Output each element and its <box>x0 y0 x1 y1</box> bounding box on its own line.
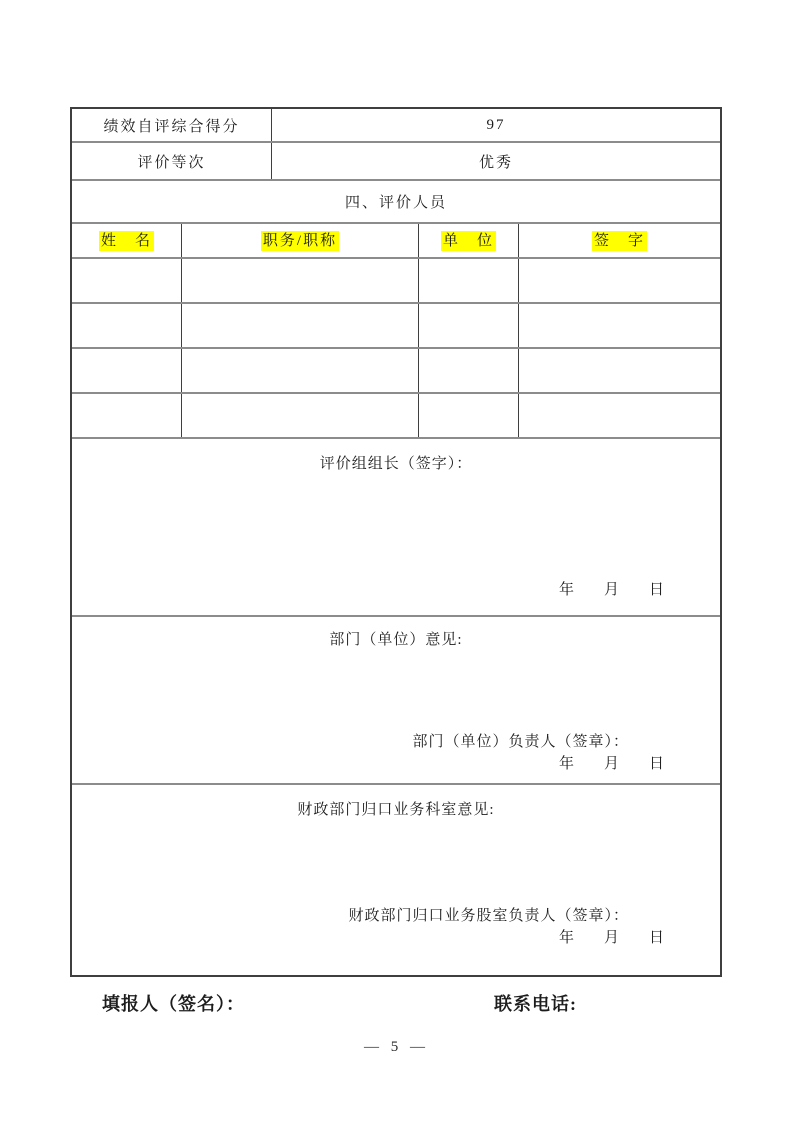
header-name-label: 姓 名 <box>100 232 152 249</box>
department-opinion-heading: 部门（单位）意见: <box>329 632 463 648</box>
header-unit-label: 单 位 <box>442 232 494 249</box>
score-label-cell <box>72 109 272 141</box>
evaluator-unit-cell <box>419 259 519 302</box>
header-signature-label: 签 字 <box>593 232 645 249</box>
finance-signature-line: 财政部门归口业务股室负责人（签章）： <box>348 908 629 924</box>
header-position-cell <box>182 224 419 257</box>
signature-space <box>72 651 720 731</box>
evaluator-row-2 <box>72 304 720 349</box>
evaluators-section-title: 四、评价人员 <box>344 195 447 211</box>
evaluator-signature-cell <box>519 394 720 437</box>
below-table-labels <box>0 990 793 1014</box>
score-label: 绩效自评综合得分 <box>103 118 240 135</box>
score-value: 97 <box>486 116 506 133</box>
evaluator-unit-cell <box>419 349 519 392</box>
department-signature-line: 部门（单位）负责人（签章）： <box>412 734 629 750</box>
evaluation-leader-heading: 评价组组长（签字）： <box>319 456 473 472</box>
evaluation-leader-date-line: 年 月 日 <box>558 582 664 598</box>
header-signature-cell <box>519 224 720 257</box>
header-name-cell <box>72 224 182 257</box>
evaluators-section-title-cell <box>72 181 720 222</box>
department-date-line: 年 月 日 <box>558 756 664 772</box>
contact-phone-label: 联系电话: <box>494 994 577 1014</box>
evaluation-leader-section <box>72 439 720 617</box>
signature-space <box>72 475 720 579</box>
evaluator-position-cell <box>182 259 419 302</box>
evaluator-name-cell <box>72 304 182 347</box>
score-row <box>72 109 720 143</box>
finance-date-line: 年 月 日 <box>558 930 664 946</box>
performance-evaluation-form-table <box>70 107 722 977</box>
evaluator-unit-cell <box>419 304 519 347</box>
preparer-signature-label: 填报人（签名）： <box>102 994 245 1014</box>
grade-label-cell <box>72 143 272 179</box>
signature-space <box>72 821 720 905</box>
evaluator-position-cell <box>182 304 419 347</box>
department-opinion-section <box>72 617 720 785</box>
evaluator-row-1 <box>72 259 720 304</box>
header-position-label: 职务/职称 <box>262 232 338 249</box>
evaluator-header-row <box>72 224 720 259</box>
finance-opinion-section <box>72 785 720 959</box>
finance-opinion-heading: 财政部门归口业务科室意见: <box>297 802 495 818</box>
grade-row <box>72 143 720 181</box>
evaluator-name-cell <box>72 259 182 302</box>
evaluator-signature-cell <box>519 304 720 347</box>
evaluator-position-cell <box>182 349 419 392</box>
score-value-cell <box>272 109 720 141</box>
evaluator-name-cell <box>72 394 182 437</box>
header-unit-cell <box>419 224 519 257</box>
evaluator-row-3 <box>72 349 720 394</box>
grade-value: 优秀 <box>478 154 513 171</box>
evaluator-row-4 <box>72 394 720 439</box>
evaluator-unit-cell <box>419 394 519 437</box>
page-number: — 5 — <box>364 1039 429 1055</box>
evaluator-signature-cell <box>519 349 720 392</box>
grade-label: 评价等次 <box>137 154 206 171</box>
evaluator-signature-cell <box>519 259 720 302</box>
evaluator-position-cell <box>182 394 419 437</box>
evaluator-name-cell <box>72 349 182 392</box>
evaluators-section-title-row <box>72 181 720 224</box>
grade-value-cell <box>272 143 720 179</box>
